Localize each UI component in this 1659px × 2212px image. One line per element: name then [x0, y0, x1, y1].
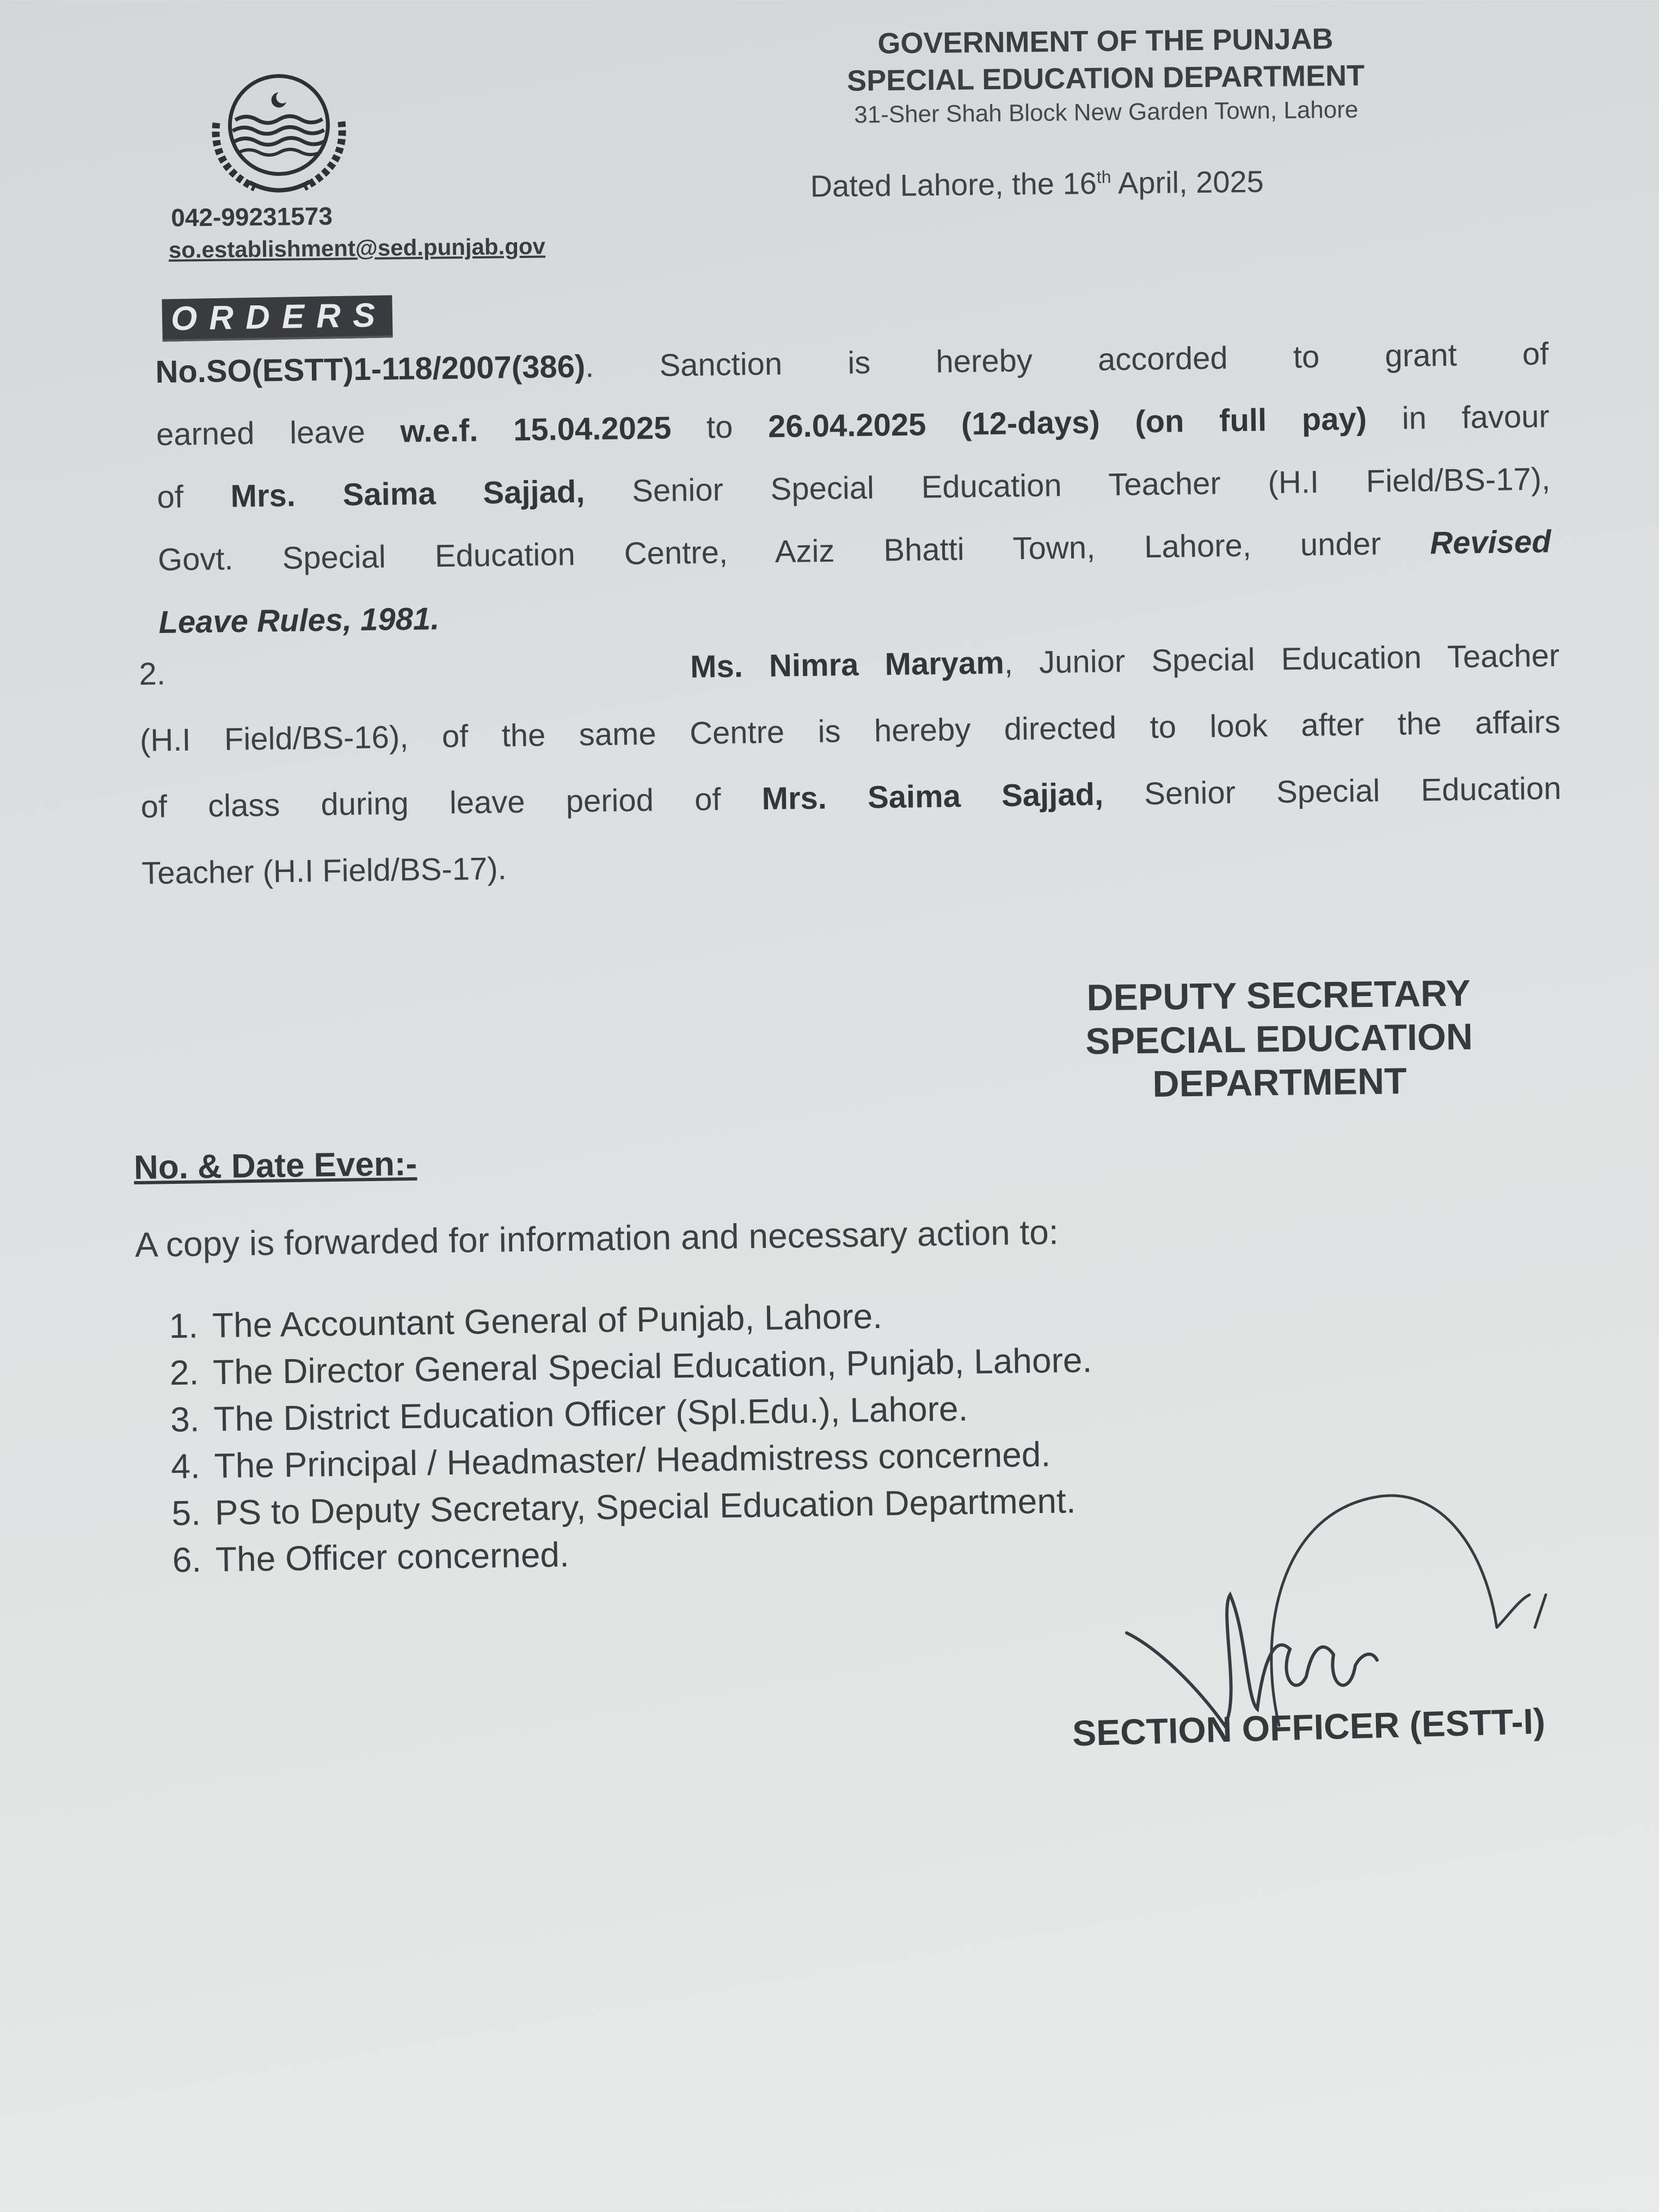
text: Teacher (H.I Field/BS-17). — [141, 851, 507, 891]
endorsement-intro: A copy is forwarded for information and necessary action to: — [134, 1212, 1059, 1265]
department-title: SPECIAL EDUCATION DEPARTMENT — [846, 59, 1365, 97]
text: 2. — [139, 649, 691, 692]
text: , Junior Special Education Teacher — [1004, 637, 1560, 681]
deputy-secretary-line: SPECIAL EDUCATION — [1085, 1016, 1473, 1062]
recipient-text: The Director General Special Education, Punjab, Lahore. — [212, 1340, 1092, 1392]
date-text-suffix: April, 2025 — [1111, 164, 1264, 200]
recipient-number: 5. — [171, 1493, 201, 1533]
endorsement-heading: No. & Date Even:- — [133, 1145, 417, 1187]
date-ordinal: th — [1096, 167, 1111, 187]
text: of class during leave period of — [140, 781, 763, 825]
phone-number: 042-99231573 — [170, 201, 333, 232]
bold-text: Mrs. Saima Sajjad, — [230, 474, 585, 514]
recipient-number: 6. — [172, 1540, 202, 1580]
bold-text: Revised — [1429, 524, 1552, 561]
recipient-number: 4. — [170, 1446, 201, 1486]
text: Senior Special Education — [1103, 770, 1562, 812]
recipient-text: PS to Deputy Secretary, Special Education Department. — [214, 1480, 1076, 1533]
recipient-number: 2. — [169, 1353, 199, 1393]
text: Senior Special Education Teacher (H.I Field/BS-17), — [584, 461, 1551, 509]
recipient-text: The Accountant General of Punjab, Lahore. — [212, 1296, 883, 1345]
bold-text: Ms. Nimra Maryam — [690, 645, 1005, 685]
recipient-text: The District Education Officer (Spl.Edu.), Lahore. — [213, 1388, 968, 1439]
bold-text: 26.04.2025 (12-days) (on full pay) — [767, 401, 1367, 445]
bold-text: Leave Rules, 1981. — [158, 601, 440, 640]
recipient-text: The Officer concerned. — [215, 1534, 570, 1580]
department-address: 31-Sher Shah Block New Garden Town, Lahore — [853, 96, 1359, 128]
bold-text: Mrs. Saima Sajjad, — [761, 776, 1104, 817]
recipient-number: 3. — [170, 1399, 200, 1440]
text: earned leave — [156, 414, 401, 452]
deputy-secretary-line: DEPARTMENT — [1152, 1060, 1408, 1105]
bold-text: w.e.f. 15.04.2025 — [400, 410, 672, 450]
section-officer-title: SECTION OFFICER (ESTT-I) — [1072, 1700, 1546, 1754]
recipient-list — [138, 1293, 1095, 1587]
text: of — [157, 478, 231, 515]
text: to — [671, 409, 769, 446]
bold-text: No.SO(ESTT)1-118/2007(386) — [155, 348, 586, 390]
text: (H.I Field/BS-16), of the same Centre is hereby directed to look after the affairs — [139, 704, 1561, 758]
deputy-secretary-line: DEPUTY SECRETARY — [1086, 972, 1471, 1019]
recipient-number: 1. — [169, 1306, 199, 1346]
orders-heading: ORDERS — [162, 295, 393, 341]
government-title: GOVERNMENT OF THE PUNJAB — [877, 22, 1334, 60]
text: . Sanction is hereby accorded to grant of — [585, 336, 1549, 384]
recipient-text: The Principal / Headmaster/ Headmistress concerned. — [214, 1434, 1051, 1486]
date-text: Dated Lahore, the 16 — [810, 165, 1097, 204]
text: Govt. Special Education Centre, Aziz Bhatti Town, Lahore, under — [157, 525, 1430, 577]
email-address: so.establishment@sed.punjab.gov — [168, 233, 546, 263]
text: in favour — [1366, 398, 1550, 437]
